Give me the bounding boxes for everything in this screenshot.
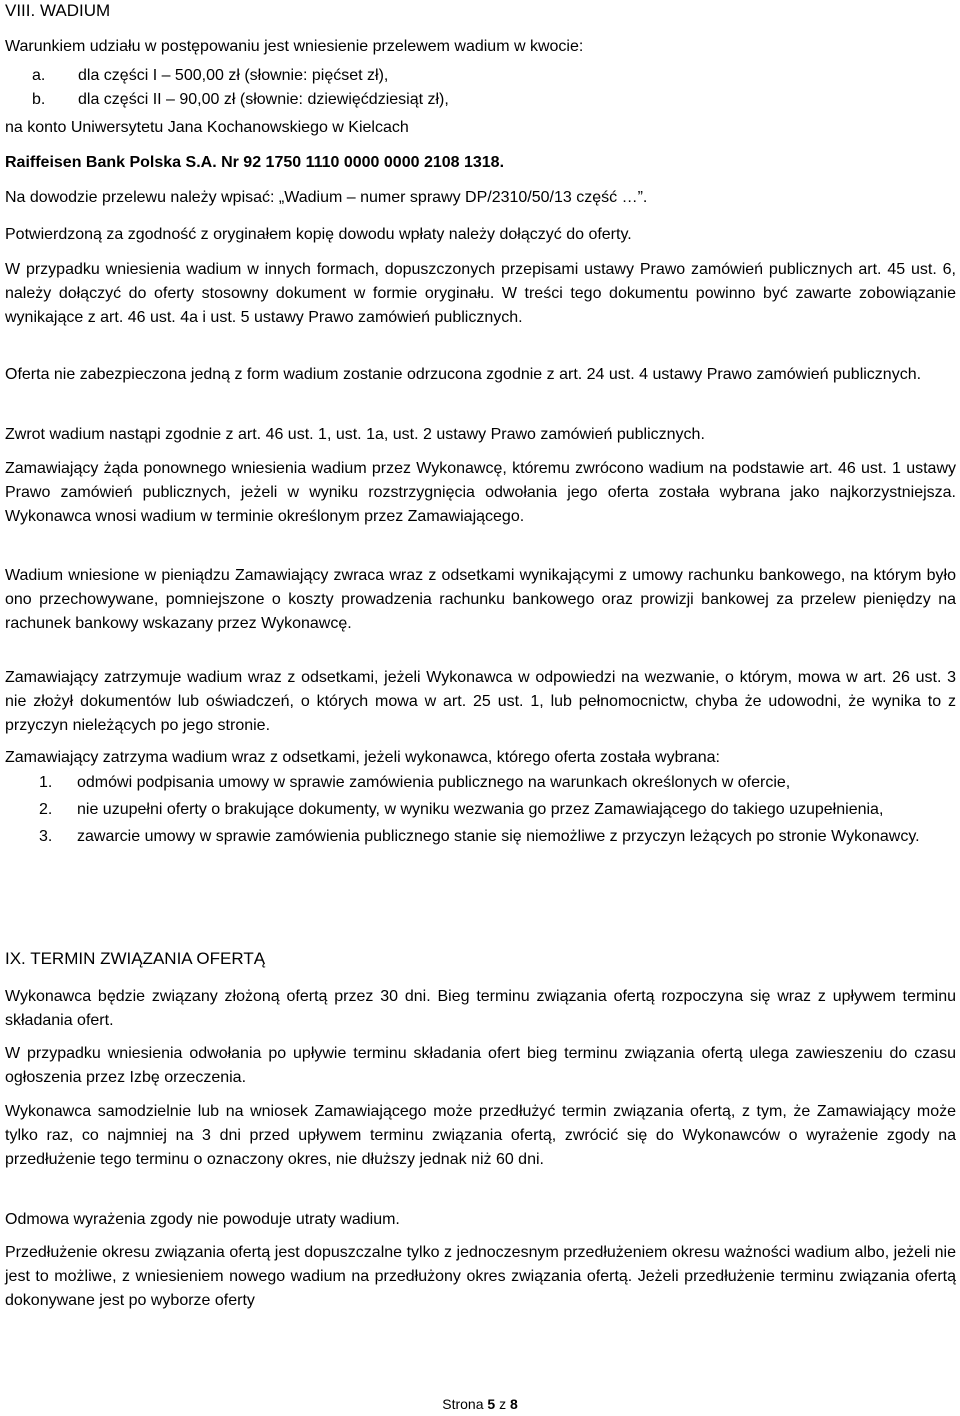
list-text: dla części II – 90,00 zł (słownie: dziewięćdziesiąt zł), [78, 91, 449, 108]
paragraph-money-return: Wadium wniesione w pieniądzu Zamawiający zwraca wraz z odsetkami wynikającymi z umowy rachunku bankowego, na którym było ono przechowywane, pomniejszone o koszty prowadzenia rachunku bankowego oraz prowizji bankowej za przelew pieniędzy na rachunek bankowy wskazany przez Wykonawcę. [5, 567, 956, 632]
list-marker: 1. [39, 774, 53, 791]
list-marker: 3. [39, 828, 53, 845]
list-marker: b. [32, 91, 46, 108]
section-heading-viii: VIII. WADIUM [5, 1, 111, 20]
list-item [5, 825, 956, 849]
ix-paragraph-1: Wykonawca będzie związany złożoną ofertą przez 30 dni. Bieg terminu związania ofertą rozpoczyna się wraz z upływem terminu składania ofert. [5, 988, 956, 1029]
footer-total-pages: 8 [509, 1396, 518, 1412]
paragraph-return: Zwrot wadium nastąpi zgodnie z art. 46 ust. 1, ust. 1a, ust. 2 ustawy Prawo zamówień publicznych. [5, 426, 705, 443]
paragraph-rebring: Zamawiający żąda ponownego wniesienia wadium przez Wykonawcę, któremu zwrócono wadium na podstawie art. 46 ust. 1 ustawy Prawo zamówień publicznych, jeżeli w wyniku rozstrzygnięcia odwołania jego oferta została wybrana jako najkorzystniejsza. Wykonawca wnosi wadium w terminie określonym przez Zamawiającego. [5, 460, 956, 525]
bank-account: Raiffeisen Bank Polska S.A. Nr 92 1750 1110 0000 0000 2108 1318. [5, 154, 505, 171]
account-intro: na konto Uniwersytetu Jana Kochanowskiego w Kielcach [5, 119, 409, 136]
transfer-note: Na dowodzie przelewu należy wpisać: „Wadium – numer sprawy DP/2310/50/13 część …”. [5, 189, 648, 206]
list-marker: 2. [39, 801, 53, 818]
paragraph-keep-2: Zamawiający zatrzyma wadium wraz z odsetkami, jeżeli wykonawca, którego oferta została wybrana: [5, 749, 720, 766]
list-text: dla części I – 500,00 zł (słownie: pięćset zł), [78, 67, 389, 84]
footer-of: z [499, 1396, 507, 1412]
ix-paragraph-4: Odmowa wyrażenia zgody nie powoduje utraty wadium. [5, 1211, 400, 1228]
list-item [5, 798, 956, 822]
section-heading-ix: IX. TERMIN ZWIĄZANIA OFERTĄ [5, 949, 266, 968]
list-text: zawarcie umowy w sprawie zamówienia publicznego stanie się niemożliwe z przyczyn leżących po stronie Wykonawcy. [77, 828, 920, 845]
ix-paragraph-2: W przypadku wniesienia odwołania po upływie terminu składania ofert bieg terminu związania ofertą ulega zawieszeniu do czasu ogłoszenia przez Izbę orzeczenia. [5, 1045, 956, 1086]
list-item-b [32, 88, 932, 112]
list-item [5, 771, 956, 795]
list-item-a [32, 64, 932, 88]
list-marker: a. [32, 67, 46, 84]
ix-paragraph-5: Przedłużenie okresu związania ofertą jest dopuszczalne tylko z jednoczesnym przedłużeniem okresu ważności wadium albo, jeżeli nie jest to możliwe, z wniesieniem nowego wadium na przedłużony okres związania ofertą. Jeżeli przedłużenie terminu związania ofertą dokonywane jest po wyborze oferty [5, 1244, 956, 1309]
list-text: odmówi podpisania umowy w sprawie zamówienia publicznego na warunkach określonych w ofercie, [77, 774, 791, 791]
page-footer [0, 1395, 960, 1413]
wadium-intro: Warunkiem udziału w postępowaniu jest wniesienie przelewem wadium w kwocie: [5, 38, 584, 55]
paragraph-keep-1: Zamawiający zatrzymuje wadium wraz z odsetkami, jeżeli Wykonawca w odpowiedzi na wezwanie, o którym, mowa w art. 26 ust. 3 nie złożył dokumentów lub oświadczeń, o których mowa w art. 25 ust. 1, lub pełnomocnictw, chyba że udowodni, że wynika to z przyczyn nieleżących po jego stronie. [5, 669, 956, 734]
paragraph-rejected: Oferta nie zabezpieczona jedną z form wadium zostanie odrzucona zgodnie z art. 24 ust. 4 ustawy Prawo zamówień publicznych. [5, 366, 922, 383]
confirm-note: Potwierdzoną za zgodność z oryginałem kopię dowodu wpłaty należy dołączyć do oferty. [5, 226, 632, 243]
footer-label: Strona [442, 1396, 484, 1412]
ix-paragraph-3: Wykonawca samodzielnie lub na wniosek Zamawiającego może przedłużyć termin związania ofertą, z tym, że Zamawiający może tylko raz, co najmniej na 3 dni przed upływem terminu związania ofertą, zwrócić się do Wykonawców o wyrażenie zgody na przedłużenie tego terminu o oznaczony okres, nie dłuższy jednak niż 60 dni. [5, 1103, 956, 1168]
list-text: nie uzupełni oferty o brakujące dokumenty, w wyniku wezwania go przez Zamawiającego do takiego uzupełnienia, [77, 801, 884, 818]
keep-list [5, 771, 956, 849]
footer-page-number: 5 [487, 1396, 496, 1412]
paragraph-other-forms: W przypadku wniesienia wadium w innych formach, dopuszczonych przepisami ustawy Prawo zamówień publicznych art. 45 ust. 6, należy dołączyć do oferty stosowny dokument w formie oryginału. W treści tego dokumentu powinno być zawarte zobowiązanie wynikające z art. 46 ust. 4a i ust. 5 ustawy Prawo zamówień publicznych. [5, 261, 956, 326]
